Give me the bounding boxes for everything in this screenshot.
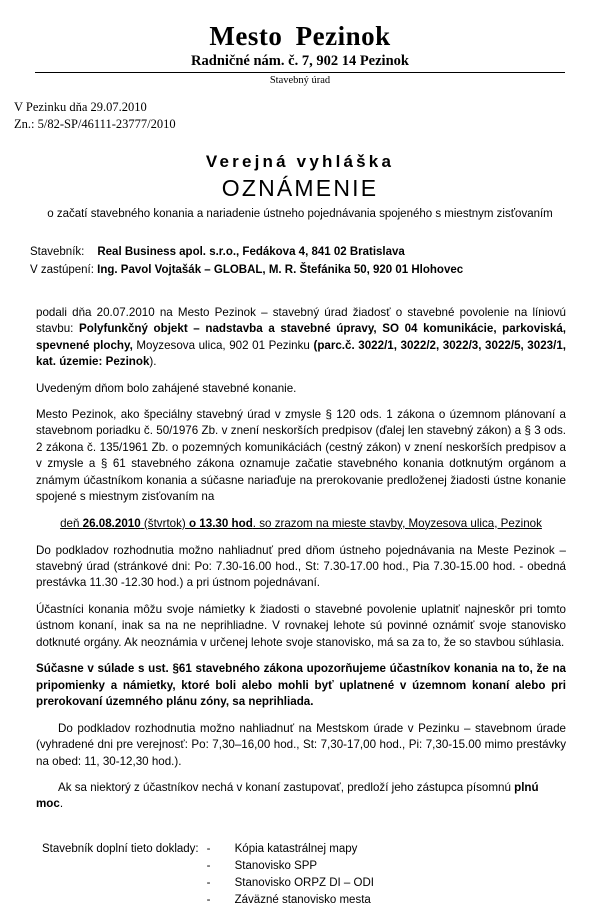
parties-block	[0, 244, 600, 280]
hearing-weekday: (štvrtok)	[140, 516, 189, 530]
masthead	[0, 0, 600, 87]
document-row	[42, 892, 374, 909]
reference-block	[0, 99, 600, 132]
representative-value: Ing. Pavol Vojtašák – GLOBAL, M. R. Štefánika 50, 920 01 Hlohovec	[97, 263, 464, 276]
representative-row	[30, 262, 600, 280]
required-documents-table	[42, 841, 374, 909]
p1-parcels: (parc.č. 3022/1, 3022/2, 3022/3, 3022/5, 3023/1, kat. územie: Pezinok	[36, 338, 566, 369]
p1-project-name: Polyfunkčný objekt – nadstavba a stavebné úpravy, SO 04 komunikácie, parkoviská, spevnené plochy,	[36, 322, 566, 352]
file-number: Zn.: 5/82-SP/46111-23777/2010	[14, 116, 176, 131]
hearing-dateline	[36, 516, 566, 533]
notice-kind: Verejná vyhláška	[205, 152, 395, 172]
document-item: Kópia katastrálnej mapy	[234, 842, 358, 855]
documents-lead-spacer	[42, 858, 207, 875]
document-row	[42, 875, 374, 892]
builder-row	[30, 244, 600, 262]
organization-address: Radničné nám. č. 7, 902 14 Pezinok	[191, 53, 409, 70]
builder-value: Real Business apol. s.r.o., Fedákova 4, 841 02 Bratislava	[97, 246, 405, 259]
p8-intro: Ak sa niektorý z účastníkov nechá v konaní zastupovať, predloží jeho zástupca písomnú	[58, 780, 515, 794]
document-row	[42, 858, 374, 875]
required-documents-block	[0, 841, 600, 909]
representative-label: V zastúpení:	[30, 263, 94, 276]
page-title: OZNÁMENIE	[221, 174, 379, 201]
document-item: Záväzné stanovisko mesta	[234, 893, 371, 906]
paragraph-application	[36, 305, 566, 371]
p8-end: .	[59, 797, 64, 811]
documents-lead-label: Stavebník doplní tieto doklady:	[42, 842, 199, 855]
list-dash: -	[206, 893, 211, 906]
organization-title: Mesto Pezinok	[209, 21, 391, 51]
paragraph-commenced: Uvedeným dňom bolo zahájené stavebné konanie.	[36, 381, 297, 395]
document-item: Stanovisko ORPZ DI – ODI	[234, 876, 374, 889]
p1-end: ).	[149, 355, 157, 369]
p1-location: Moyzesova ulica, 902 01 Pezinku	[132, 338, 314, 352]
documents-lead-spacer	[42, 875, 207, 892]
dateline-prefix: deň	[60, 516, 83, 530]
p8-power-of-attorney-term: plnú moc	[36, 780, 539, 811]
hearing-time: o 13.30 hod	[189, 516, 253, 530]
document-row	[42, 841, 374, 858]
documents-lead-spacer	[42, 892, 207, 909]
paragraph-inspection-office: Do podkladov rozhodnutia možno nahliadnuť na Mestskom úrade v Pezinku – stavebnom úrade (vyhradené dni pre verejnosť: Po: 7,30–16,00 hod., St: 7,30-17,00 hod., Pi: 7,30-15.00 mimo prestávky na obed: 11, 30-12,30 hod.).	[36, 721, 566, 768]
masthead-divider	[35, 72, 565, 73]
builder-label: Stavebník:	[30, 246, 85, 259]
paragraph-warning: Súčasne v súlade s ust. §61 stavebného zákona upozorňujeme účastníkov konania na to, že na pripomienky a námietky, ktoré boli alebo mohli byť uplatnené v územnom konaní alebo pri prerokovaní územného plánu zóny, sa neprihliada.	[36, 662, 566, 709]
document-item: Stanovisko SPP	[234, 859, 318, 872]
paragraph-power-of-attorney	[36, 780, 566, 813]
paragraph-legal-basis: Mesto Pezinok, ako špeciálny stavebný úrad v zmysle § 120 ods. 1 zákona o územnom plánovaní a stavebnom poriadku č. 50/1976 Zb. v znení neskorších predpisov (ďalej len stavebný zákon) a § 3 ods. 2 zákona č. 135/1961 Zb. o pozemných komunikáciách (cestný zákon) v znení neskorších predpisov a v zmysle a § 61 stavebného zákona oznamuje začatie stavebného konania dotknutým orgánom a známym účastníkom konania a súčasne nariaďuje na prerokovanie predloženej žiadosti ústne konanie spojené s miestnym zisťovaním na	[36, 408, 566, 504]
notice-heading	[0, 151, 600, 222]
hearing-place: . so zrazom na mieste stavby, Moyzesova ulica, Pezinok	[252, 516, 542, 530]
place-and-date: V Pezinku dňa 29.07.2010	[14, 100, 147, 115]
list-dash: -	[206, 859, 211, 872]
document-body	[0, 305, 600, 813]
paragraph-objections: Účastníci konania môžu svoje námietky k žiadosti o stavebné povolenie uplatniť najneskôr pri tomto ústnom konaní, inak sa na ne neprihliadne. V rovnakej lehote sú povinné oznámiť svoje stanovisko dotknuté orgány. Ak neoznámia v určenej lehote svoje stanovisko, má sa za to, že so stavbou súhlasia.	[36, 602, 566, 649]
notice-subtitle: o začatí stavebného konania a nariadenie ústneho pojednávania spojeného s miestnym zisťovaním	[47, 208, 553, 221]
p1-intro: podali dňa 20.07.2010 na Mesto Pezinok – stavebný úrad žiadosť o stavebné povolenie na líniovú stavbu:	[36, 305, 566, 336]
list-dash: -	[206, 876, 211, 889]
department-label: Stavebný úrad	[269, 74, 331, 86]
hearing-date: 26.08.2010	[82, 516, 141, 530]
paragraph-inspection-before: Do podkladov rozhodnutia možno nahliadnuť pred dňom ústneho pojednávania na Meste Pezinok – stavebný úrad (stránkové dni: Po: 7.30-16.00 hod., St: 7.30-17.00 hod., Pia 7.30-15.00 hod. - obedná prestávka 11.30 -12.30 hod.) a pri ústnom pojednávaní.	[36, 543, 566, 590]
list-dash: -	[206, 842, 211, 855]
